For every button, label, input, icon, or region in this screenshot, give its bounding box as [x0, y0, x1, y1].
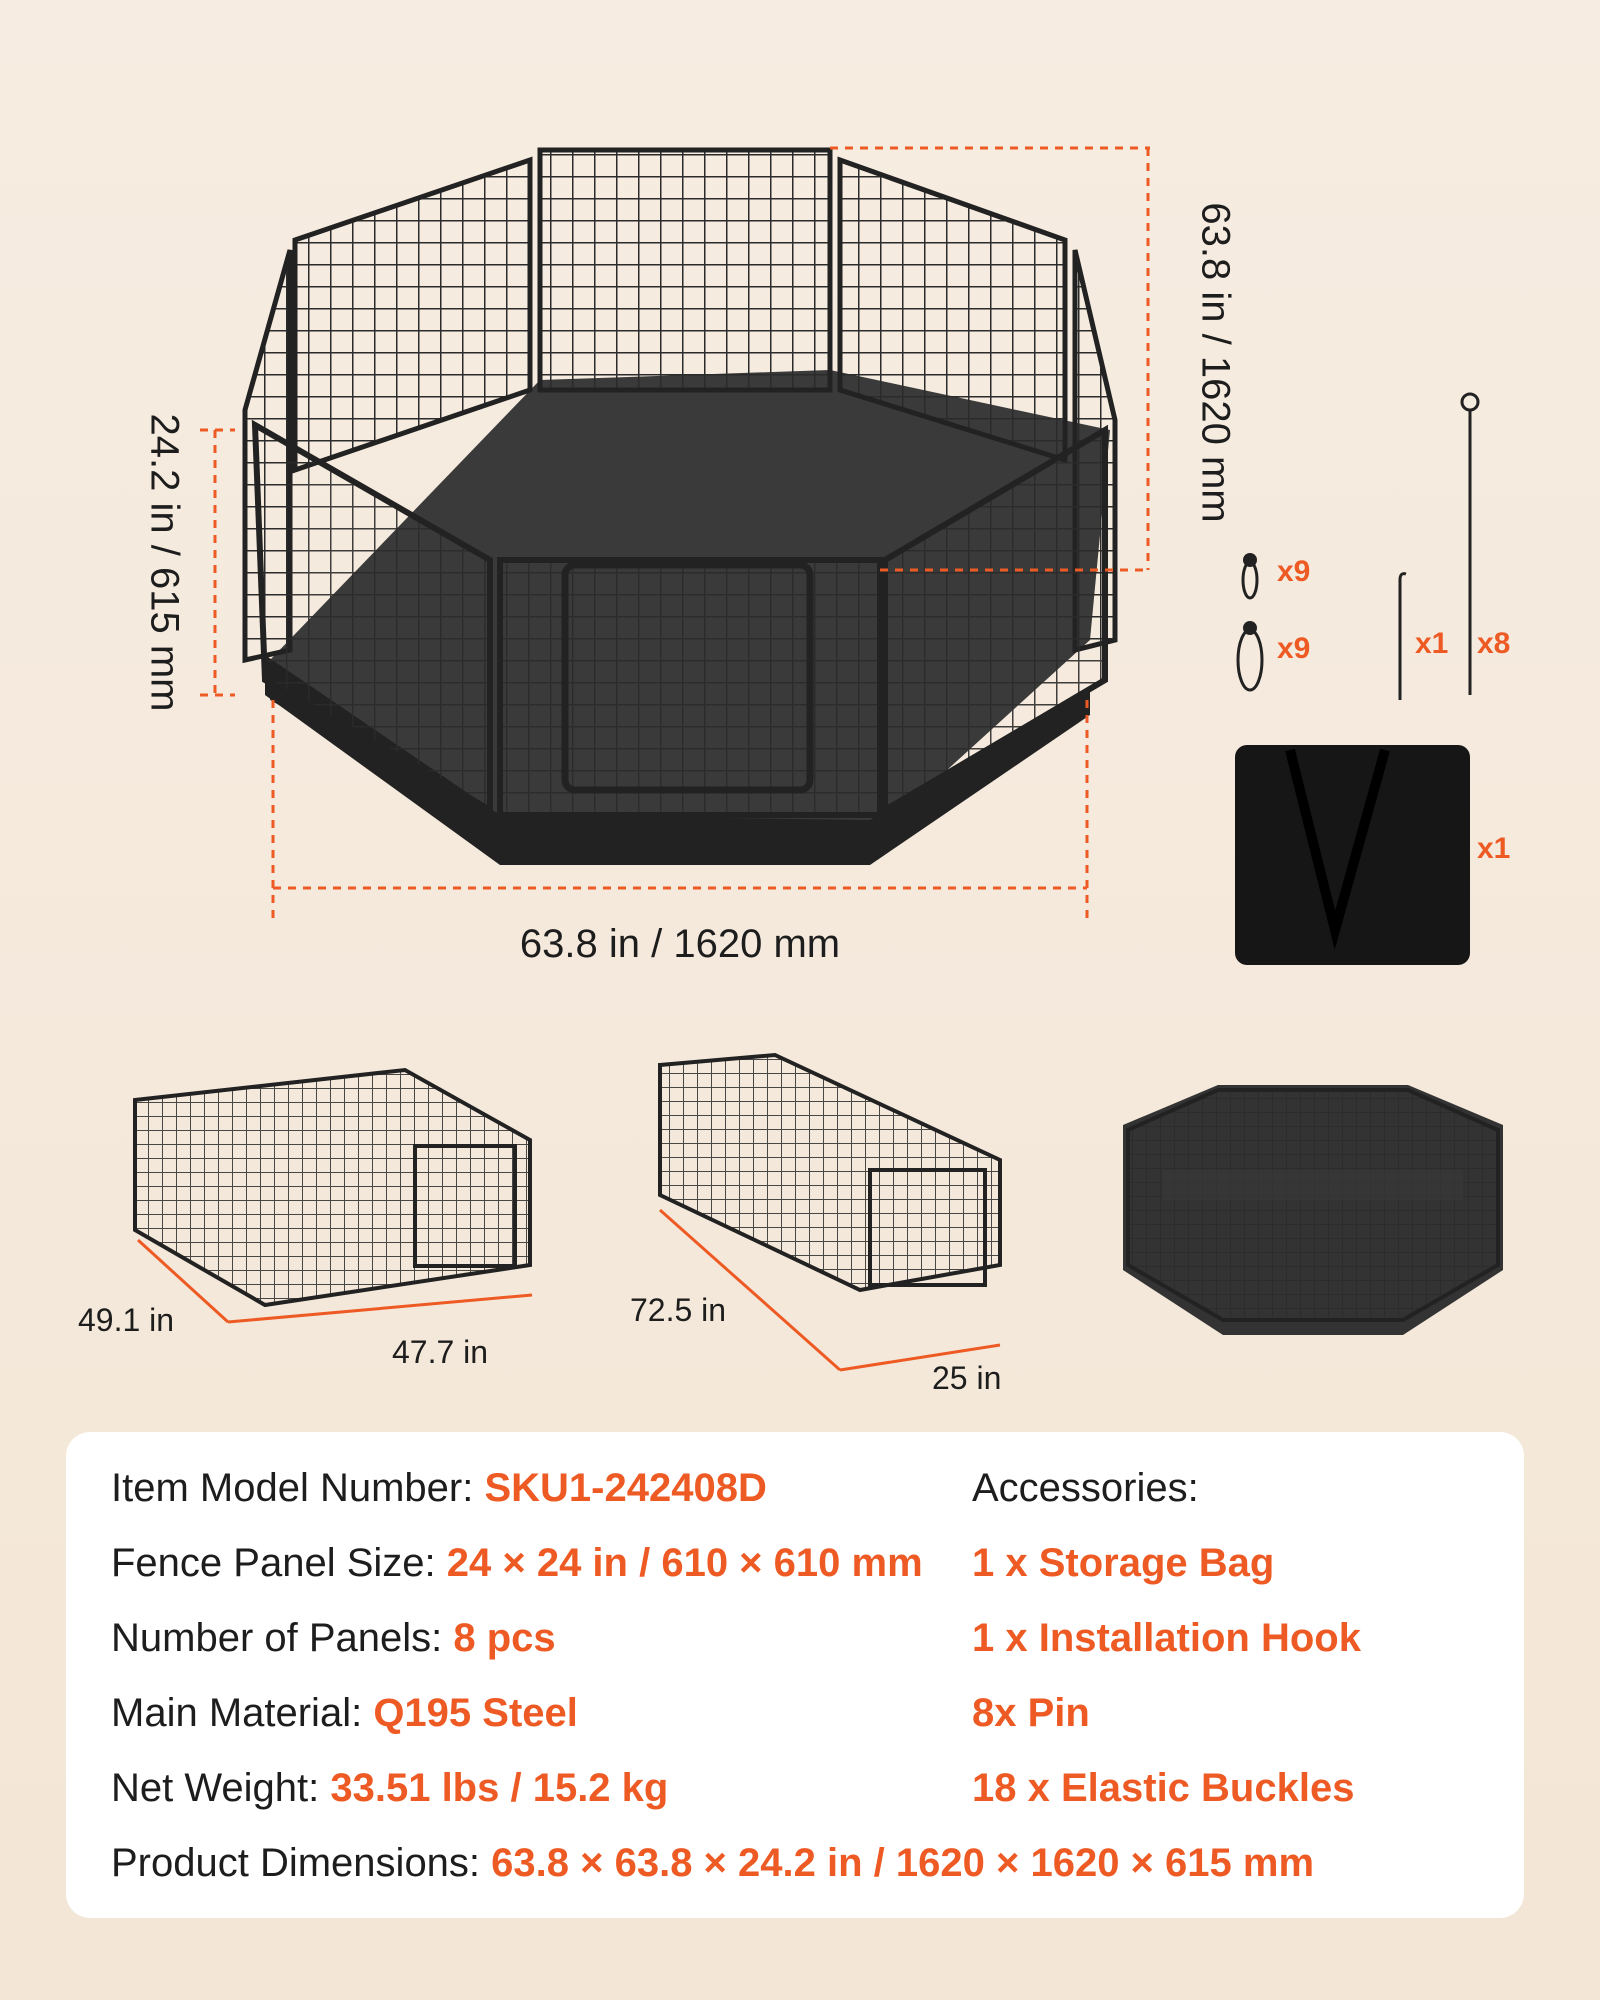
rectangle-configuration [655, 1045, 1015, 1385]
hook-count: x1 [1415, 627, 1449, 660]
rectangle-width-label: 25 in [932, 1360, 1002, 1396]
accessory-item: 1 x Storage Bag [972, 1541, 1275, 1585]
pin-icon [1462, 394, 1478, 695]
specifications-card [66, 1432, 1524, 1918]
spec-panel-label: Fence Panel Size: [111, 1541, 447, 1585]
accessories-illustration [1220, 390, 1520, 990]
height-dimension-label: 24.2 in / 615 mm [142, 413, 187, 712]
spec-panel-size [111, 1539, 923, 1587]
spec-model-number [111, 1464, 767, 1512]
spec-number-of-panels [111, 1614, 556, 1662]
spec-material-value: Q195 Steel [373, 1691, 578, 1735]
square-configuration [120, 1060, 560, 1360]
spec-panels-value: 8 pcs [453, 1616, 556, 1660]
spec-material-label: Main Material: [111, 1691, 374, 1735]
spec-model-label: Item Model Number: [111, 1466, 485, 1510]
octagon-configuration [1118, 1070, 1508, 1345]
accessory-item: 1 x Installation Hook [972, 1616, 1361, 1660]
accessory-item: 8x Pin [972, 1691, 1090, 1735]
large-buckle-icon [1238, 621, 1262, 690]
spec-weight-value: 33.51 lbs / 15.2 kg [330, 1766, 669, 1810]
rectangle-length-label: 72.5 in [630, 1292, 727, 1328]
accessories-title: Accessories: [972, 1466, 1199, 1510]
spec-weight-label: Net Weight: [111, 1766, 331, 1810]
spec-model-value: SKU1-242408D [484, 1466, 767, 1510]
spec-main-material [111, 1689, 578, 1737]
small-buckle-count: x9 [1277, 555, 1311, 588]
square-width-label: 47.7 in [392, 1334, 489, 1370]
large-buckle-count: x9 [1277, 632, 1311, 665]
storage-bag-icon [1235, 745, 1470, 965]
hook-icon [1400, 574, 1406, 700]
pin-count: x8 [1477, 627, 1511, 660]
small-buckle-icon [1243, 553, 1257, 598]
bag-count: x1 [1477, 832, 1511, 865]
spec-net-weight [111, 1764, 668, 1812]
square-depth-label: 49.1 in [78, 1302, 175, 1338]
spec-product-dimensions [111, 1839, 1314, 1887]
spec-panels-label: Number of Panels: [111, 1616, 454, 1660]
spec-dims-label: Product Dimensions: [111, 1841, 492, 1885]
depth-dimension-label: 63.8 in / 1620 mm [1193, 202, 1238, 523]
spec-dims-value: 63.8 × 63.8 × 24.2 in / 1620 × 1620 × 615 mm [491, 1841, 1315, 1885]
spec-panel-value: 24 × 24 in / 610 × 610 mm [446, 1541, 923, 1585]
accessory-item: 18 x Elastic Buckles [972, 1766, 1355, 1810]
width-dimension-label: 63.8 in / 1620 mm [519, 922, 841, 966]
